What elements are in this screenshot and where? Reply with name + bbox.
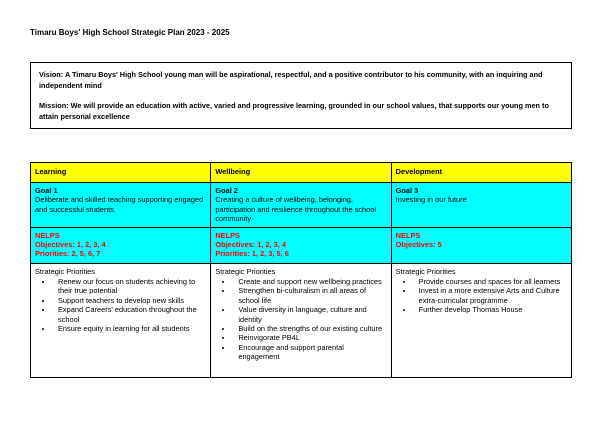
column-header-development: Development <box>391 163 571 183</box>
priorities-title: Strategic Priorities <box>215 266 276 276</box>
goal-2-text: Creating a culture of wellbeing, belonging, participation and resilience throughout the school community <box>215 195 376 224</box>
list-item: • Create and support new wellbeing practices <box>233 277 386 286</box>
strategic-priorities-row <box>31 263 572 377</box>
nelps-row <box>31 227 572 263</box>
nelps-label: NELPS <box>395 230 421 240</box>
goal-2-title: Goal 2 <box>215 186 238 195</box>
vision-mission-box <box>30 62 572 129</box>
list-item: • Strengthen bi-culturalism in all areas of school life <box>233 286 386 305</box>
list-item: • Provide courses and spaces for all learners <box>414 277 567 286</box>
nelps-label: NELPS <box>35 230 60 240</box>
list-item: • Value diversity in language, culture and identity <box>233 305 386 324</box>
column-header-wellbeing: Wellbeing <box>211 163 391 183</box>
nelps-priorities: Priorities: 2, 5, 6, 7 <box>35 249 101 259</box>
goal-3-title: Goal 3 <box>395 186 419 195</box>
list-item: • Reinvigorate PB4L <box>233 333 386 342</box>
nelps-objectives: Objectives: 1, 2, 3, 4 <box>35 240 106 250</box>
priorities-development-cell <box>391 263 571 377</box>
goal-2-cell <box>211 183 391 228</box>
list-item: • Encourage and support parental engagement <box>233 343 386 362</box>
goal-row <box>31 183 572 228</box>
nelps-learning-cell <box>31 227 211 263</box>
priorities-wellbeing-cell <box>211 263 391 377</box>
nelps-objectives: Objectives: 5 <box>395 240 442 250</box>
goal-1-cell <box>31 183 211 228</box>
vision-statement: Vision: A Timaru Boys' High School young man will be aspirational, respectful, and a positive contributor to his community, with an inquiring and independent mind <box>39 70 543 90</box>
priorities-title: Strategic Priorities <box>395 266 456 276</box>
page-title: Timaru Boys' High School Strategic Plan 2023 - 2025 <box>30 28 230 37</box>
list-item: • Ensure equity in learning for all students <box>53 324 206 333</box>
nelps-label: NELPS <box>215 230 240 240</box>
strategic-plan-table <box>30 162 572 378</box>
list-item: • Support teachers to develop new skills <box>53 296 206 305</box>
goal-1-title: Goal 1 <box>35 186 58 195</box>
mission-statement: Mission: We will provide an education with active, varied and progressive learning, grounded in our school values, that supports our young men to attain personal excellence <box>39 101 549 121</box>
column-header-learning: Learning <box>31 163 211 183</box>
nelps-priorities: Priorities: 1, 2, 3, 5, 6 <box>215 249 289 259</box>
priorities-list-wellbeing <box>215 277 386 362</box>
goal-3-text: Investing in our future <box>395 195 467 205</box>
goal-3-cell <box>391 183 571 228</box>
list-item: • Invest in a more extensive Arts and Culture extra-curricular programme <box>414 286 567 305</box>
list-item: • Build on the strengths of our existing culture <box>233 324 386 333</box>
nelps-wellbeing-cell <box>211 227 391 263</box>
table-header-row <box>31 163 572 183</box>
priorities-title: Strategic Priorities <box>35 266 95 276</box>
priorities-list-development <box>396 277 567 315</box>
nelps-development-cell <box>391 227 571 263</box>
list-item: • Expand Careers' education throughout the school <box>53 305 206 324</box>
nelps-objectives: Objectives: 1, 2, 3, 4 <box>215 240 286 250</box>
priorities-list-learning <box>35 277 206 333</box>
list-item: • Further develop Thomas House <box>414 305 567 314</box>
priorities-learning-cell <box>31 263 211 377</box>
list-item: • Renew our focus on students achieving to their true potential <box>53 277 206 296</box>
goal-1-text: Deliberate and skilled teaching supporting engaged and successful students. <box>35 195 204 214</box>
